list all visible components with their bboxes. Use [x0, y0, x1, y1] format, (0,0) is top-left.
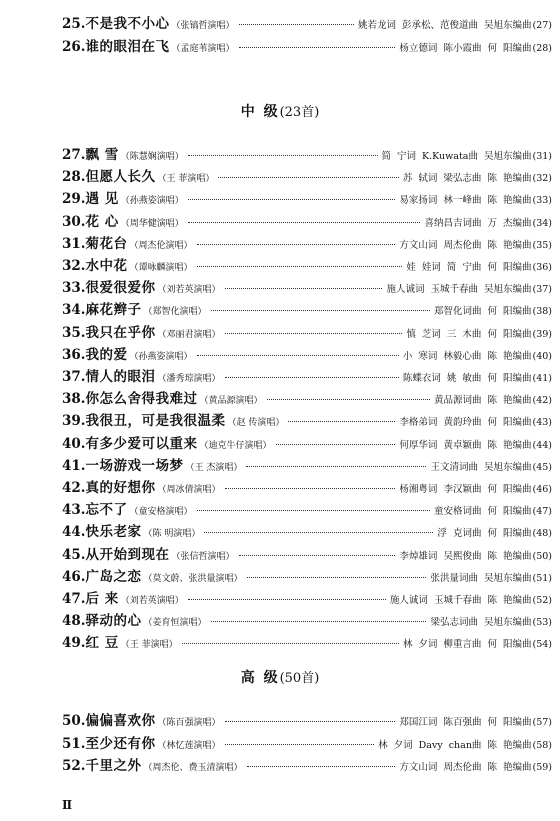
toc-entry [62, 165, 552, 185]
song-title: 我的爱 [85, 346, 128, 363]
toc-entry [62, 520, 552, 540]
entry-number: 50. [62, 713, 86, 729]
page-number: (28) [532, 42, 552, 54]
singer-credit: （谭咏麟演唱） [129, 263, 193, 273]
song-title: 但愿人长久 [85, 169, 156, 186]
toc-entry [62, 454, 552, 474]
page-number: (33) [532, 195, 552, 207]
composer-credits: 林 夕词 柳重言曲 何 阳编曲 [402, 639, 532, 651]
singer-credit: （邓丽君演唱） [157, 329, 221, 340]
song-title: 遇 见 [85, 191, 119, 208]
composer-credits: 梁弘志词曲 吴旭东编曲 [430, 617, 532, 629]
section-count: (23首) [279, 105, 320, 120]
section-heading-high [0, 667, 560, 687]
dot-leader [288, 420, 395, 422]
entry-number: 52. [62, 758, 86, 774]
song-title: 飘 雪 [85, 147, 119, 163]
toc-entry [62, 143, 552, 163]
page-number: (37) [532, 284, 552, 296]
entry-number: 39. [62, 413, 86, 430]
toc-entry [62, 232, 552, 252]
entry-number: 49. [62, 635, 86, 652]
singer-credit: （孟庭苇演唱） [171, 43, 235, 54]
composer-credits: 易家扬词 林一峰曲 陈 艳编曲 [399, 195, 532, 207]
entry-number: 34. [62, 302, 86, 319]
composer-credits: 郑国江词 陈百强曲 何 阳编曲 [399, 717, 532, 728]
entry-number: 33. [62, 280, 86, 297]
composer-credits: 方文山词 周杰伦曲 陈 艳编曲 [399, 762, 532, 773]
page-number: (42) [532, 395, 552, 407]
toc-entry [62, 609, 552, 629]
dot-leader [182, 642, 399, 644]
page-number: (34) [532, 217, 552, 229]
composer-credits: 喜纳昌吉词曲 万 杰编曲 [424, 217, 532, 229]
page-number: (45) [532, 461, 552, 473]
singer-credit: （黄品源演唱） [199, 396, 263, 407]
toc-entry [62, 298, 552, 318]
entry-number: 41. [62, 457, 86, 474]
entry-number: 51. [62, 735, 86, 752]
entry-number: 32. [62, 258, 86, 274]
singer-credit: （刘若英演唱） [120, 596, 184, 606]
entry-number: 29. [62, 191, 86, 208]
entry-number: 46. [62, 568, 86, 585]
song-title: 我只在乎你 [85, 324, 156, 341]
singer-credit: （莫文蔚、张洪量演唱） [143, 573, 243, 584]
song-title: 我很丑，可是我很温柔 [85, 413, 226, 430]
dot-leader [188, 198, 396, 200]
song-title: 情人的眼泪 [85, 369, 156, 385]
composer-credits: 慎 芝词 三 木曲 何 阳编曲 [406, 328, 532, 340]
dot-leader [247, 765, 396, 767]
composer-credits: 陈蝶衣词 姚 敏曲 何 阳编曲 [402, 373, 532, 384]
song-title: 不是我不小心 [85, 16, 170, 32]
composer-credits: 浮 克词曲 何 阳编曲 [437, 528, 532, 540]
song-title: 快乐老家 [85, 524, 142, 541]
entry-number: 48. [62, 613, 86, 630]
composer-credits: 张洪量词曲 吴旭东编曲 [430, 572, 532, 584]
song-title: 花 心 [85, 213, 119, 230]
dot-leader [239, 554, 396, 556]
singer-credit: （姜育恒演唱） [143, 618, 207, 629]
toc-entry [62, 709, 552, 729]
song-title: 水中花 [85, 258, 128, 274]
page-number: (54) [532, 639, 552, 651]
page-number: (57) [532, 717, 552, 728]
song-title: 一场游戏一场梦 [85, 457, 184, 474]
entry-number: 36. [62, 346, 86, 363]
page-number: (51) [532, 572, 552, 584]
page-number: (32) [532, 173, 552, 185]
song-title: 千里之外 [85, 758, 142, 774]
toc-entry [62, 387, 552, 407]
song-title: 谁的眼泪在飞 [85, 38, 170, 55]
entry-number: 37. [62, 369, 86, 385]
composer-credits: 郑智化词曲 何 阳编曲 [433, 306, 532, 318]
page-number: (59) [532, 762, 552, 773]
composer-credits: 杨湘粤词 李汉颖曲 何 阳编曲 [399, 484, 532, 495]
entry-number: 26. [62, 38, 86, 55]
composer-credits: 施人诚词 玉城千春曲 陈 艳编曲 [389, 595, 532, 606]
toc-entry [62, 754, 552, 774]
song-title: 菊花台 [85, 235, 128, 252]
page-number: (39) [532, 328, 552, 340]
singer-credit: （刘若英演唱） [157, 285, 221, 296]
composer-credits: 施人诚词 玉城千春曲 吴旭东编曲 [386, 284, 532, 296]
singer-credit: （童安格演唱） [129, 507, 193, 518]
song-title: 有多少爱可以重来 [85, 435, 198, 452]
toc-entry [62, 343, 552, 363]
singer-credit: （孙燕姿演唱） [129, 351, 193, 362]
entry-number: 31. [62, 235, 86, 252]
entry-number: 42. [62, 480, 86, 496]
composer-credits: 苏 轼词 梁弘志曲 陈 艳编曲 [402, 173, 532, 185]
composer-credits: 黄品源词曲 陈 艳编曲 [433, 395, 532, 407]
dot-leader [267, 398, 430, 400]
entry-number: 35. [62, 324, 86, 341]
composer-credits: 娃 娃词 简 宁曲 何 阳编曲 [406, 262, 532, 273]
composer-credits: 姚若龙词 彭承松、范俊道曲 吴旭东编曲 [357, 20, 532, 31]
singer-credit: （王 杰演唱） [185, 462, 243, 473]
composer-credits: 李焯雄词 吴熙俊曲 陈 艳编曲 [399, 550, 532, 562]
singer-credit: （周华健演唱） [120, 218, 184, 229]
song-title: 麻花辫子 [85, 302, 142, 319]
toc-entry [62, 432, 552, 452]
composer-credits: 林 夕词 Davy chan曲 陈 艳编曲 [378, 739, 532, 751]
section-title: 高 级 [240, 670, 280, 686]
dot-leader [225, 332, 403, 334]
singer-credit: （周杰伦演唱） [129, 240, 193, 251]
entry-number: 38. [62, 391, 86, 408]
page-number: (53) [532, 617, 552, 629]
dot-leader [276, 443, 396, 445]
composer-credits: 童安格词曲 何 阳编曲 [433, 506, 532, 518]
dot-leader [188, 154, 378, 156]
dot-leader [225, 376, 399, 378]
page-number: (47) [532, 506, 552, 518]
toc-entry [62, 276, 552, 296]
toc-entry [62, 254, 552, 274]
entry-number: 27. [62, 147, 86, 163]
dot-leader [239, 46, 396, 48]
page-number: (36) [532, 262, 552, 273]
entry-number: 45. [62, 546, 86, 563]
dot-leader [188, 221, 421, 223]
toc-entry [62, 321, 552, 341]
singer-credit: （张镐哲演唱） [171, 21, 235, 31]
dot-leader [197, 243, 396, 245]
entry-number: 30. [62, 213, 86, 230]
toc-entry [62, 210, 552, 230]
song-title: 后 来 [85, 591, 119, 607]
singer-credit: （潘秀琼演唱） [157, 374, 221, 384]
toc-entry [62, 365, 552, 385]
composer-credits: 杨立德词 陈小霞曲 何 阳编曲 [399, 42, 532, 54]
page-marker: Ⅱ [62, 798, 73, 812]
toc-entry [62, 587, 552, 607]
dot-leader [197, 354, 399, 356]
singer-credit: （王 菲演唱） [120, 640, 178, 651]
page-number: (35) [532, 239, 552, 251]
page-number: (48) [532, 528, 552, 540]
page-number: (41) [532, 373, 552, 384]
toc-entry [62, 631, 552, 651]
singer-credit: （林忆莲演唱） [157, 740, 221, 751]
dot-leader [246, 465, 426, 467]
page-number: (58) [532, 739, 552, 751]
dot-leader [225, 487, 396, 489]
singer-credit: （孙燕姿演唱） [120, 196, 184, 207]
singer-credit: （陈慧娴演唱） [120, 152, 184, 162]
toc-entry [62, 498, 552, 518]
dot-leader [204, 531, 433, 533]
singer-credit: （周冰倩演唱） [157, 485, 221, 495]
section-heading-mid [0, 101, 560, 121]
singer-credit: （周杰伦、费玉清演唱） [143, 763, 243, 773]
song-title: 红 豆 [85, 635, 119, 652]
dot-leader [225, 743, 375, 745]
dot-leader [218, 176, 399, 178]
composer-credits: 简 宁词 K.Kuwata曲 吴旭东编曲 [381, 151, 532, 162]
page-number: (43) [532, 417, 552, 429]
singer-credit: （迪克牛仔演唱） [199, 440, 272, 451]
dot-leader [225, 720, 396, 722]
singer-credit: （赵 传演唱） [227, 418, 285, 429]
song-title: 你怎么舍得我难过 [85, 391, 198, 408]
dot-leader [211, 309, 430, 311]
composer-credits: 方文山词 周杰伦曲 陈 艳编曲 [399, 239, 532, 251]
singer-credit: （王 菲演唱） [157, 174, 215, 185]
section-title: 中 级 [240, 104, 280, 120]
song-title: 很爱很爱你 [85, 280, 156, 297]
page-number: (40) [532, 350, 552, 362]
toc-entry [62, 476, 552, 496]
page-number: (31) [532, 151, 552, 162]
song-title: 从开始到现在 [85, 546, 170, 563]
entry-number: 44. [62, 524, 86, 541]
song-title: 广岛之恋 [85, 568, 142, 585]
song-title: 偏偏喜欢你 [85, 713, 156, 729]
page-number: (44) [532, 439, 552, 451]
toc-entry [62, 543, 552, 563]
toc-entry [62, 12, 552, 32]
singer-credit: （陈百强演唱） [157, 718, 221, 728]
dot-leader [239, 23, 354, 25]
entry-number: 25. [62, 16, 86, 32]
section-count: (50首) [279, 671, 320, 686]
toc-entry [62, 565, 552, 585]
singer-credit: （陈 明演唱） [143, 529, 201, 540]
toc-entry [62, 187, 552, 207]
composer-credits: 王文清词曲 吴旭东编曲 [430, 461, 532, 473]
dot-leader [197, 509, 430, 511]
composer-credits: 何厚华词 黄卓颖曲 陈 艳编曲 [399, 439, 532, 451]
dot-leader [225, 287, 383, 289]
dot-leader [197, 265, 403, 267]
song-title: 忘不了 [85, 502, 128, 519]
entry-number: 43. [62, 502, 86, 519]
song-title: 真的好想你 [85, 480, 156, 496]
dot-leader [247, 576, 427, 578]
singer-credit: （张信哲演唱） [171, 551, 235, 562]
page-number: (50) [532, 550, 552, 562]
entry-number: 47. [62, 591, 86, 607]
composer-credits: 小 寒词 林毅心曲 陈 艳编曲 [402, 350, 532, 362]
page-number: (52) [532, 595, 552, 606]
entry-number: 28. [62, 169, 86, 186]
dot-leader [211, 620, 427, 622]
composer-credits: 李格弟词 黄韵玲曲 何 阳编曲 [399, 417, 532, 429]
toc-entry [62, 409, 552, 429]
page-number: (27) [532, 20, 552, 31]
page-number: (46) [532, 484, 552, 495]
song-title: 驿动的心 [85, 613, 142, 630]
toc-entry [62, 35, 552, 55]
singer-credit: （郑智化演唱） [143, 307, 207, 318]
song-title: 至少还有你 [85, 735, 156, 752]
entry-number: 40. [62, 435, 86, 452]
page-number: (38) [532, 306, 552, 318]
toc-entry [62, 732, 552, 752]
dot-leader [188, 598, 386, 600]
